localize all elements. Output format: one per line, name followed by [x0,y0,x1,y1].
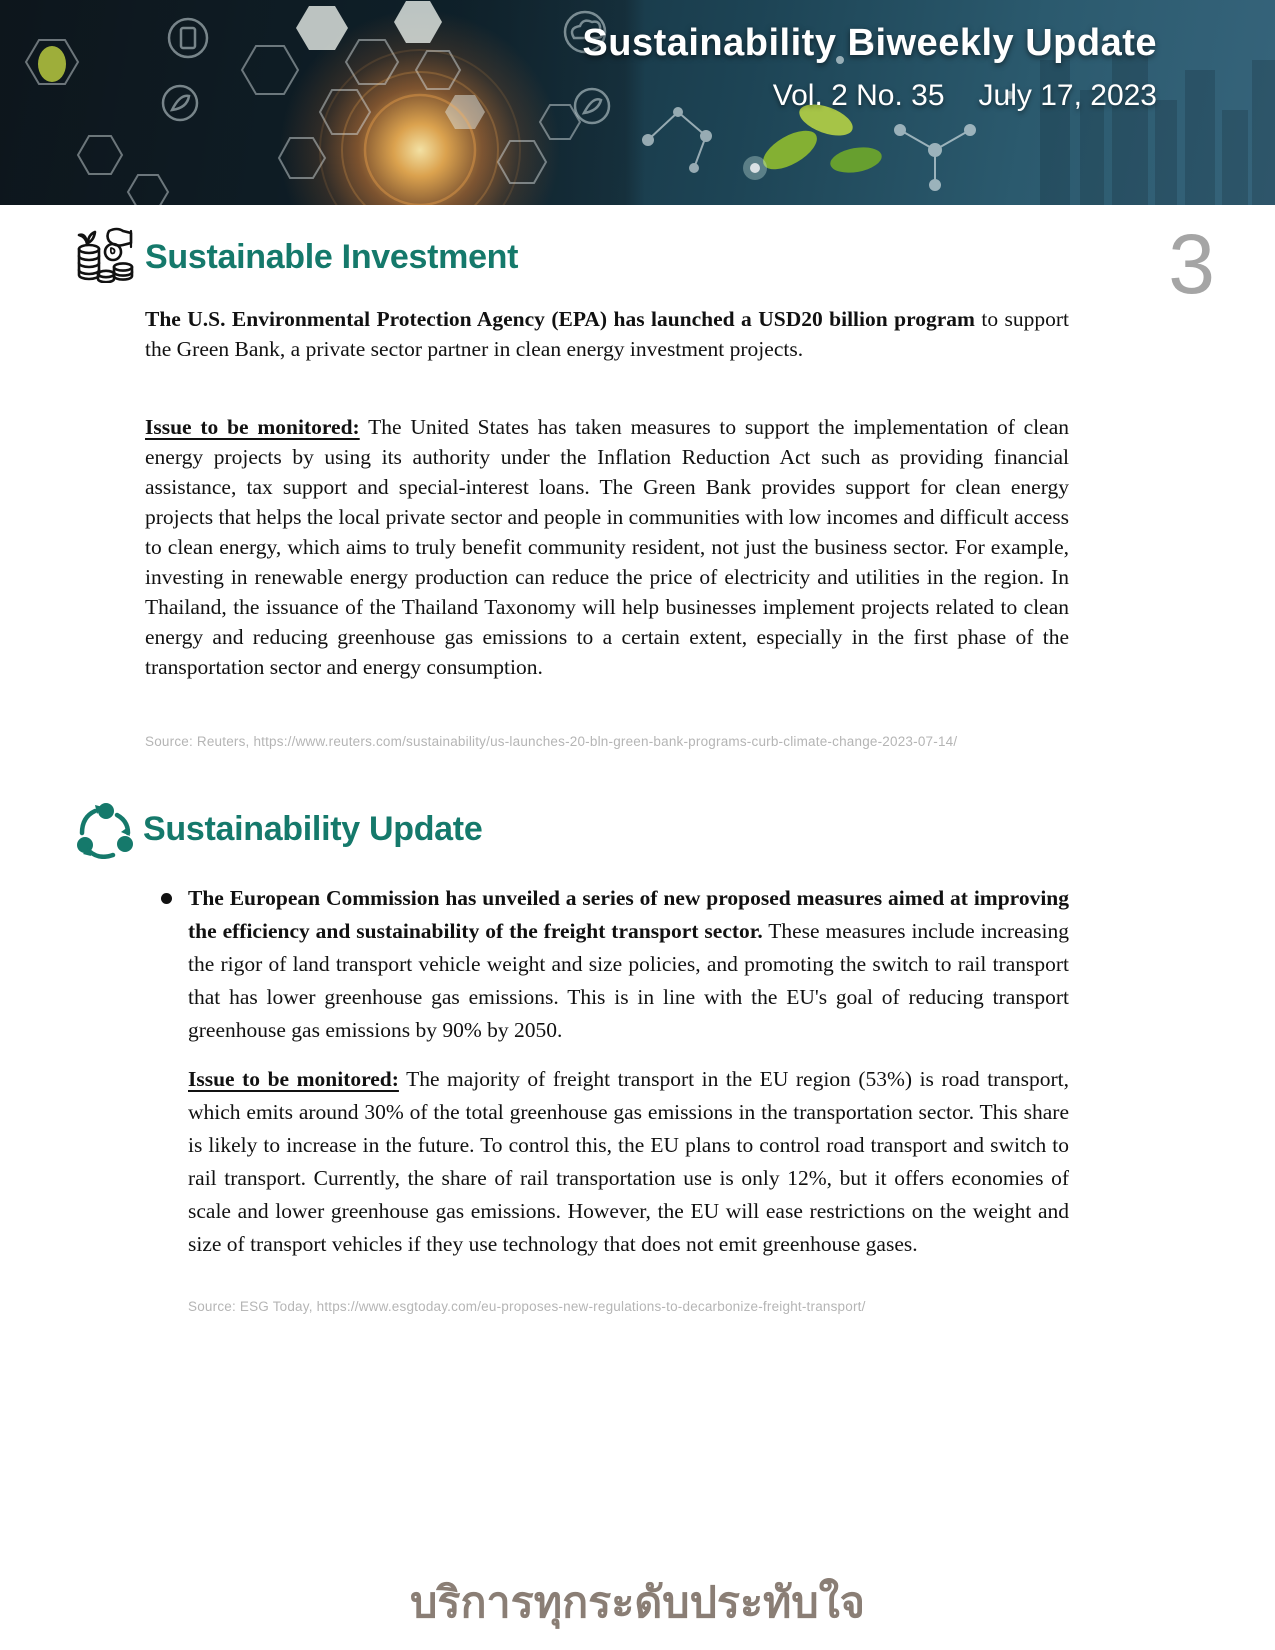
section-title-sustainability-update: Sustainability Update [143,810,483,848]
issue-number: Vol. 2 No. 35 [772,79,945,112]
hexagon-pattern [26,40,580,205]
newsletter-issue-date [582,79,1157,113]
investment-monitored-body: The United States has taken measures to support the implementation of clean energy projects by using its authority under the Inflation Reduction Act such as providing financial assistance, tax support and special-interest loans. The Green Bank provides support for clean energy projects that helps the local private sector and people in communities with low incomes and difficult access to clean energy, which aims to truly benefit community resident, not just the business sector. For example, investing in renewable energy production can reduce the price of electricity and utilities in the region. In Thailand, the issuance of the Thailand Taxonomy will help businesses implement projects related to clean energy and reducing greenhouse gas emissions to a certain extent, especially in the first phase of the transportation sector and energy consumption. [145,415,1069,679]
update-bullet-paragraph [188,882,1069,1047]
page-number: 3 [1168,217,1215,311]
update-monitored-paragraph [188,1063,1069,1261]
bullet-marker [161,893,172,904]
issue-monitored-label: Issue to be monitored: [145,415,360,439]
update-bullet-rest: These measures include increasing the rigor of land transport vehicle weight and size policies, and promoting the switch to rail transport that has lower greenhouse gas emissions. This is in line with the EU's goal of reducing transport greenhouse gas emissions by 90% by 2050. [188,919,1070,1042]
update-bullet-item [145,882,1069,1047]
update-bullet-bold: The European Commission has unveiled a series of new proposed measures aimed at improving the efficiency and sustainability of the freight transport sector. [188,886,1069,943]
investment-lead-paragraph [145,304,1069,364]
cycle-arrows-icon [75,795,135,864]
section-sustainability-update-header [75,795,1069,864]
header-banner [0,0,1275,205]
update-monitored-body: The majority of freight transport in the EU region (53%) is road transport, which emits around 30% of the total greenhouse gas emissions in the transportation sector. This share is likely to increase in the future. To control this, the EU plans to control road transport and switch to rail transport. Currently, the share of rail transportation use is only 12%, but it offers economies of scale and lower greenhouse gas emissions. However, the EU will ease restrictions on the weight and size of transport vehicles if they use technology that does not emit greenhouse gases. [188,1067,1069,1256]
issue-date: July 17, 2023 [978,79,1157,112]
update-source-citation: Source: ESG Today, https://www.esgtoday.com/eu-proposes-new-regulations-to-decarbonize-freight-transport/ [188,1299,866,1314]
section-title-sustainable-investment: Sustainable Investment [145,238,519,276]
investment-monitored-paragraph [145,412,1069,682]
lightbulb-glow-rings [320,50,520,205]
section-sustainable-investment-header [75,227,1069,288]
coins-hand-sprout-icon [75,227,137,288]
newsletter-title: Sustainability Biweekly Update [582,22,1157,64]
issue-monitored-label: Issue to be monitored: [188,1067,399,1091]
investment-lead-rest: to support the Green Bank, a private sector partner in clean energy investment projects. [145,307,1069,361]
investment-lead-bold: The U.S. Environmental Protection Agency (EPA) has launched a USD20 billion program [145,307,975,331]
investment-source-citation: Source: Reuters, https://www.reuters.com/sustainability/us-launches-20-bln-green-bank-programs-curb-climate-change-2023-07-14/ [145,734,958,749]
footer-tagline-thai: บริการทุกระดับประทับใจ [410,1579,865,1627]
leaf-hexagon-icon [38,46,66,82]
